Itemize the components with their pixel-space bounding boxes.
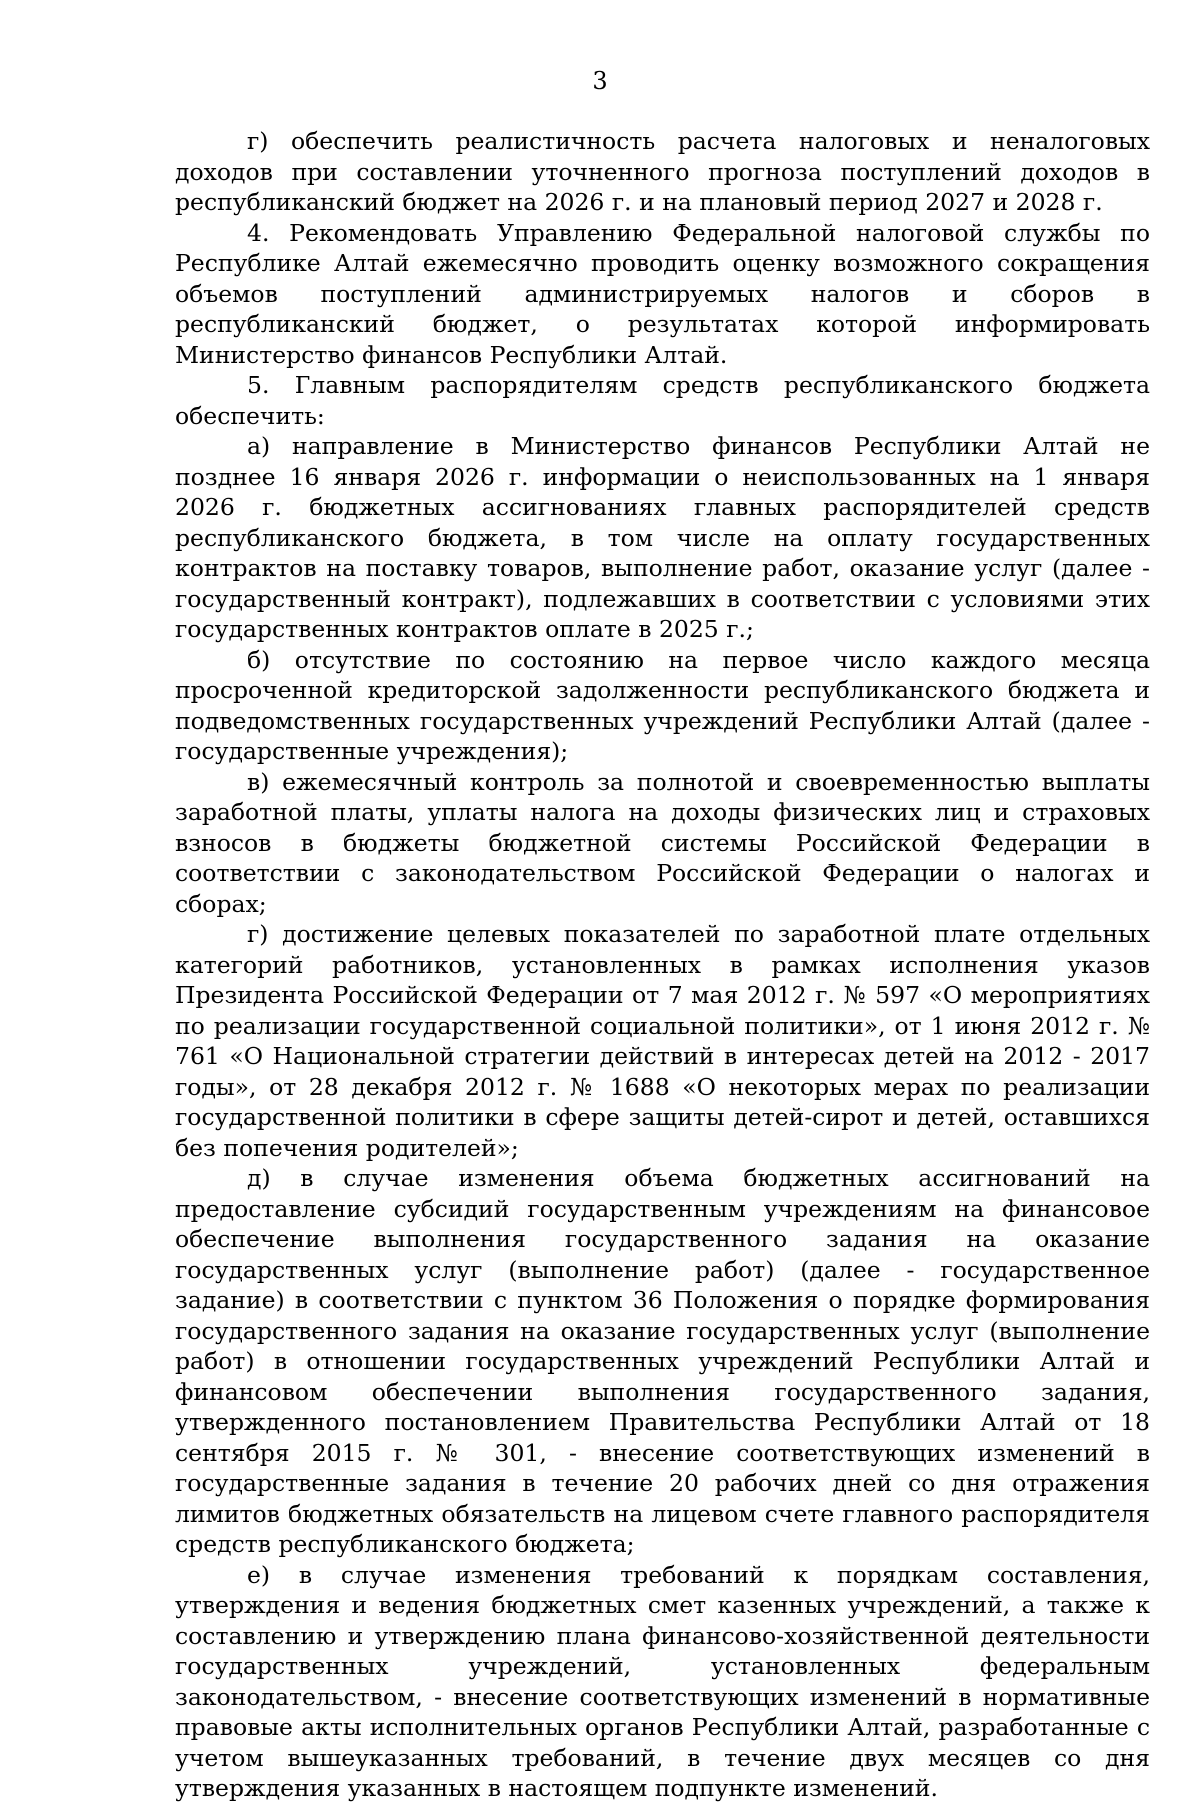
paragraph-5g-salary-targets: г) достижение целевых показателей по заработной плате отдельных категорий работников, установленных в рамках исполнения указов Президента Российской Федерации от 7 мая 2012 г. № 597 «О мероприятиях по реализации государственной социальной политики», от 1 июня 2012 г. № 761 «О Национальной стратегии действий в интересах детей на 2012 - 2017 годы», от 28 декабря 2012 г. № 1688 «О некоторых мерах по реализации государственной политики в сфере защиты детей-сирот и детей, оставшихся без попечения родителей»; [175, 920, 1150, 1162]
paragraph-5e-budget-estimates-requirements: е) в случае изменения требований к порядкам составления, утверждения и ведения бюджетных смет казенных учреждений, а также к составлению и утверждению плана финансово-хозяйственной деятельности государственных учреждений, установленных федеральным законодательством, - внесение соответствующих изменений в нормативные правовые акты исполнительных органов Республики Алтай, разработанные с учетом вышеуказанных требований, в течение двух месяцев со дня утверждения указанных в настоящем подпункте изменений. [175, 1560, 1150, 1802]
paragraph-5v-salary-control: в) ежемесячный контроль за полнотой и своевременностью выплаты заработной платы, уплаты налога на доходы физических лиц и страховых взносов в бюджеты бюджетной системы Российской Федерации в соответствии с законодательством Российской Федерации о налогах и сборах; [175, 767, 1150, 918]
paragraph-5d-state-assignment-subsidies: д) в случае изменения объема бюджетных ассигнований на предоставление субсидий государственным учреждениям на финансовое обеспечение выполнения государственного задания на оказание государственных услуг (выполнение работ) (далее - государственное задание) в соответствии с пунктом 36 Положения о порядке формирования государственного задания на оказание государственных услуг (выполнение работ) в отношении государственных учреждений Республики Алтай и финансовом обеспечении выполнения государственного задания, утвержденного постановлением Правительства Республики Алтай от 18 сентября 2015 г. № 301, - внесение соответствующих изменений в государственные задания в течение 20 рабочих дней со дня отражения лимитов бюджетных обязательств на лицевом счете главного распорядителя средств республиканского бюджета; [175, 1164, 1150, 1558]
page-number: 3 [592, 67, 608, 95]
paragraph-3g-tax-revenue-forecast: г) обеспечить реалистичность расчета налоговых и неналоговых доходов при составлении уточненного прогноза поступлений доходов в республиканский бюджет на 2026 г. и на плановый период 2027 и 2028 г. [175, 127, 1150, 216]
paragraph-5-budget-managers: 5. Главным распорядителям средств республиканского бюджета обеспечить: [175, 371, 1150, 430]
paragraph-5a-unused-allocations: а) направление в Министерство финансов Республики Алтай не позднее 16 января 2026 г. информации о неиспользованных на 1 января 2026 г. бюджетных ассигнованиях главных распорядителей средств республиканского бюджета, в том числе на оплату государственных контрактов на поставку товаров, выполнение работ, оказание услуг (далее - государственный контракт), подлежавших в соответствии с условиями этих государственных контрактов оплате в 2025 г.; [175, 432, 1150, 643]
paragraph-5b-overdue-debt: б) отсутствие по состоянию на первое число каждого месяца просроченной кредиторской задолженности республиканского бюджета и подведомственных государственных учреждений Республики Алтай (далее - государственные учреждения); [175, 645, 1150, 765]
document-body [175, 126, 1150, 1804]
paragraph-4-tax-service-recommendation: 4. Рекомендовать Управлению Федеральной налоговой службы по Республике Алтай ежемесячно проводить оценку возможного сокращения объемов поступлений администрируемых налогов и сборов в республиканский бюджет, о результатах которой информировать Министерство финансов Республики Алтай. [175, 218, 1150, 369]
